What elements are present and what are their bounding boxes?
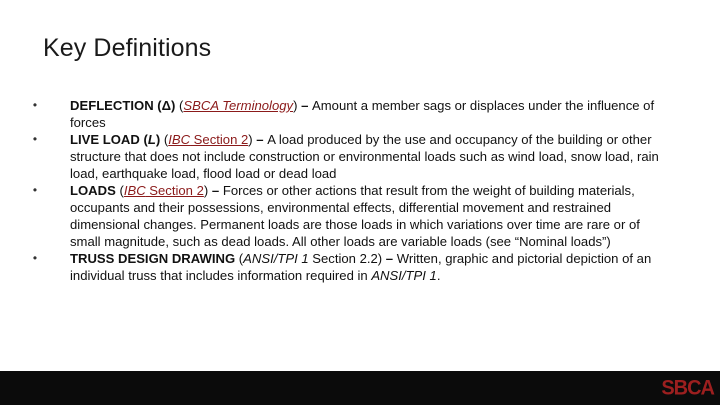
source-link[interactable]: IBC Section 2 (168, 132, 249, 147)
definition: A load produced by the use and occupancy of the building or other structure that does not include construction or environmental loads such as wind load, snow load, rain load, earthquake load, flood load or dead load (70, 132, 659, 181)
paren-open: ( (235, 251, 244, 266)
bullet-icon: • (32, 98, 38, 112)
definition-end: . (436, 268, 441, 283)
dash: – (297, 98, 313, 113)
term: DEFLECTION (Δ) (70, 98, 176, 113)
dash: – (382, 251, 397, 266)
source-section: Section 2.2) (308, 251, 383, 266)
bullet-icon: • (32, 132, 38, 146)
footer-bar (0, 371, 720, 405)
paren-close: ) (293, 98, 298, 113)
list-item (30, 131, 670, 182)
list-item (30, 250, 670, 284)
definition: Forces or other actions that result from the weight of building materials, occupants and their possessions, environmental effects, differential movement and restrained dimensional changes. Permanent loads are those loads in which variations over time are rare or of small magnitude, such as dead loads. All other loads are variable loads (see “Nominal loads”) (70, 183, 640, 249)
bullet-icon: • (32, 251, 38, 265)
paren-open: ( (115, 183, 124, 198)
slide-title: Key Definitions (43, 34, 212, 62)
dash: – (208, 183, 223, 198)
list-item (30, 182, 670, 250)
definition-ref: ANSI/TPI 1 (371, 268, 437, 283)
bullet-icon: • (32, 183, 38, 197)
definitions-list (30, 97, 670, 284)
term: TRUSS DESIGN DRAWING (70, 251, 236, 266)
dash: – (252, 132, 268, 147)
paren-close: ) (248, 132, 253, 147)
source-ref: ANSI/TPI 1 (243, 251, 309, 266)
paren-open: ( (160, 132, 169, 147)
source-link[interactable]: SBCA Terminology (183, 98, 294, 113)
term: LOADS (70, 183, 116, 198)
sbca-logo: SBCA (661, 376, 714, 400)
paren-close: ) (203, 183, 209, 198)
paren-open: ( (175, 98, 184, 113)
definition: Written, graphic and pictorial depiction of an individual truss that includes information required in (70, 251, 652, 283)
term: LIVE LOAD (L) (70, 132, 161, 147)
list-item (30, 97, 670, 131)
source-link[interactable]: IBC Section 2 (123, 183, 204, 198)
definition: Amount a member sags or displaces under the influence of forces (70, 98, 655, 130)
